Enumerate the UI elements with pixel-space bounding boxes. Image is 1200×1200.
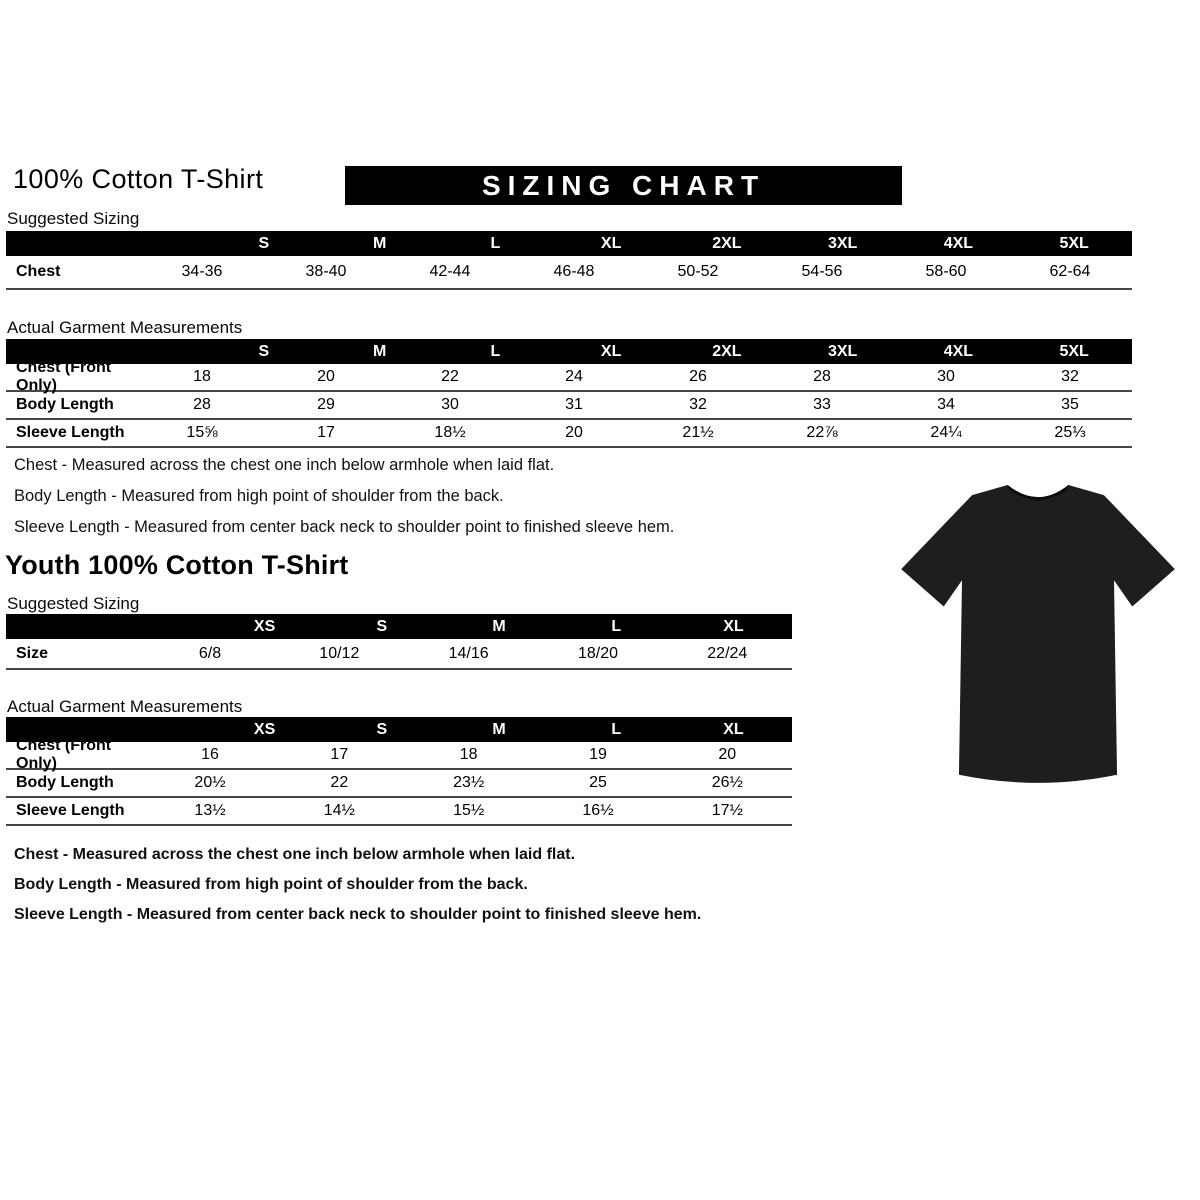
column-header: XL (600, 234, 622, 252)
cell: 26½ (711, 774, 743, 791)
cell: 18 (193, 368, 211, 385)
table-row (6, 770, 792, 798)
column-header: M (372, 342, 387, 360)
cell: 38-40 (305, 263, 347, 280)
note-chest: Chest - Measured across the chest one inch below armhole when laid flat. (14, 846, 576, 863)
tshirt-icon (886, 470, 1190, 810)
table-header-row (6, 231, 1132, 256)
column-header: S (258, 342, 270, 360)
cell: 18½ (434, 424, 466, 441)
page-title: 100% Cotton T-Shirt (13, 164, 264, 194)
cell: 17 (330, 746, 349, 763)
adult-measurement-notes (14, 456, 674, 537)
column-header: XL (600, 342, 622, 360)
cell: 20 (317, 368, 335, 385)
cell: 15⅝ (186, 424, 218, 441)
cell: 16½ (582, 802, 614, 819)
adult-actual-measurements-label: Actual Garment Measurements (7, 318, 243, 337)
row-label: Body Length (16, 396, 114, 413)
table-row (6, 392, 1132, 420)
cell: 20 (718, 746, 737, 763)
note-chest: Chest - Measured across the chest one inch below armhole when laid flat. (14, 456, 555, 474)
cell: 14½ (323, 802, 355, 819)
row-label: Chest (Front Only) (16, 359, 112, 394)
cell: 62-64 (1049, 263, 1091, 280)
column-header: XL (723, 720, 744, 738)
cell: 42-44 (429, 263, 471, 280)
cell: 46-48 (553, 263, 595, 280)
youth-suggested-sizing-label: Suggested Sizing (7, 594, 140, 613)
row-label: Size (16, 644, 49, 662)
cell: 22 (330, 774, 349, 791)
youth-actual-measurements-label: Actual Garment Measurements (7, 697, 243, 716)
column-header: S (258, 234, 270, 252)
cell: 10/12 (319, 644, 360, 662)
youth-suggested-sizing-table (6, 614, 792, 670)
note-sleeve-length: Sleeve Length - Measured from center back neck to shoulder point to finished sleeve hem. (14, 906, 702, 923)
cell: 28 (193, 396, 211, 413)
table-header-row (6, 614, 792, 639)
cell: 24¼ (930, 424, 962, 441)
cell: 19 (589, 746, 607, 763)
cell: 20 (565, 424, 583, 441)
column-header: XL (723, 617, 744, 635)
column-header: M (492, 720, 506, 738)
cell: 6/8 (198, 644, 222, 662)
column-header: L (611, 617, 622, 635)
black-tshirt-image (886, 470, 1190, 810)
adult-suggested-sizing-label: Suggested Sizing (7, 209, 140, 228)
sizing-chart-banner-text: SIZING CHART (481, 169, 766, 201)
sizing-chart-banner (345, 166, 902, 205)
column-header: S (376, 617, 388, 635)
column-header: L (490, 342, 501, 360)
table-row (6, 737, 792, 772)
cell: 26 (689, 368, 707, 385)
note-body-length: Body Length - Measured from high point of shoulder from the back. (14, 487, 504, 505)
youth-section-title: Youth 100% Cotton T-Shirt (5, 550, 349, 580)
tshirt-body-shape (901, 485, 1175, 783)
cell: 24 (565, 368, 583, 385)
row-label: Body Length (16, 774, 114, 791)
column-header: 4XL (943, 234, 974, 252)
table-row (6, 420, 1132, 448)
column-header: 5XL (1059, 342, 1089, 360)
column-header: S (376, 720, 388, 738)
cell: 18 (459, 746, 478, 763)
column-header: L (611, 720, 622, 738)
row-label: Sleeve Length (16, 424, 125, 441)
cell: 15½ (453, 802, 485, 819)
table-row (6, 798, 792, 826)
column-header: XS (253, 617, 276, 635)
column-header: 3XL (827, 342, 858, 360)
row-label: Chest (Front Only) (16, 737, 112, 772)
cell: 33 (813, 396, 831, 413)
cell: 17½ (711, 802, 743, 819)
cell: 17 (317, 424, 335, 441)
cell: 25 (589, 774, 607, 791)
column-header: XS (253, 720, 276, 738)
cell: 32 (689, 396, 707, 413)
row-label: Chest (16, 263, 61, 280)
cell: 22⅞ (806, 424, 838, 441)
table-header-row (6, 339, 1132, 364)
adult-actual-measurements-table (6, 339, 1132, 448)
adult-suggested-sizing-table (6, 231, 1132, 290)
cell: 18/20 (577, 644, 618, 662)
cell: 13½ (194, 802, 226, 819)
column-header: 2XL (712, 342, 742, 360)
column-header: 3XL (827, 234, 858, 252)
cell: 58-60 (925, 263, 967, 280)
column-header: M (492, 617, 506, 635)
cell: 54-56 (801, 263, 843, 280)
column-header: M (372, 234, 387, 252)
cell: 22/24 (707, 644, 748, 662)
cell: 31 (565, 396, 583, 413)
cell: 20½ (194, 774, 226, 791)
cell: 32 (1061, 368, 1079, 385)
cell: 16 (201, 746, 219, 763)
cell: 30 (441, 396, 459, 413)
note-sleeve-length: Sleeve Length - Measured from center back neck to shoulder point to finished sleeve hem. (14, 518, 675, 536)
cell: 28 (813, 368, 831, 385)
cell: 21½ (682, 424, 714, 441)
cell: 25⅓ (1054, 424, 1086, 441)
table-row (6, 639, 792, 670)
note-body-length: Body Length - Measured from high point of shoulder from the back. (14, 876, 528, 893)
cell: 22 (441, 368, 459, 385)
cell: 29 (317, 396, 335, 413)
cell: 23½ (453, 774, 485, 791)
cell: 14/16 (448, 644, 489, 662)
row-label: Sleeve Length (16, 802, 125, 819)
column-header: 2XL (712, 234, 742, 252)
cell: 50-52 (677, 263, 719, 280)
table-row (6, 359, 1132, 394)
column-header: 5XL (1059, 234, 1089, 252)
youth-measurement-notes (14, 846, 701, 924)
youth-actual-measurements-table (6, 717, 792, 826)
table-row (6, 256, 1132, 290)
cell: 34-36 (181, 263, 223, 280)
cell: 30 (937, 368, 955, 385)
cell: 35 (1061, 396, 1079, 413)
cell: 34 (937, 396, 955, 413)
column-header: 4XL (943, 342, 974, 360)
column-header: L (490, 234, 501, 252)
